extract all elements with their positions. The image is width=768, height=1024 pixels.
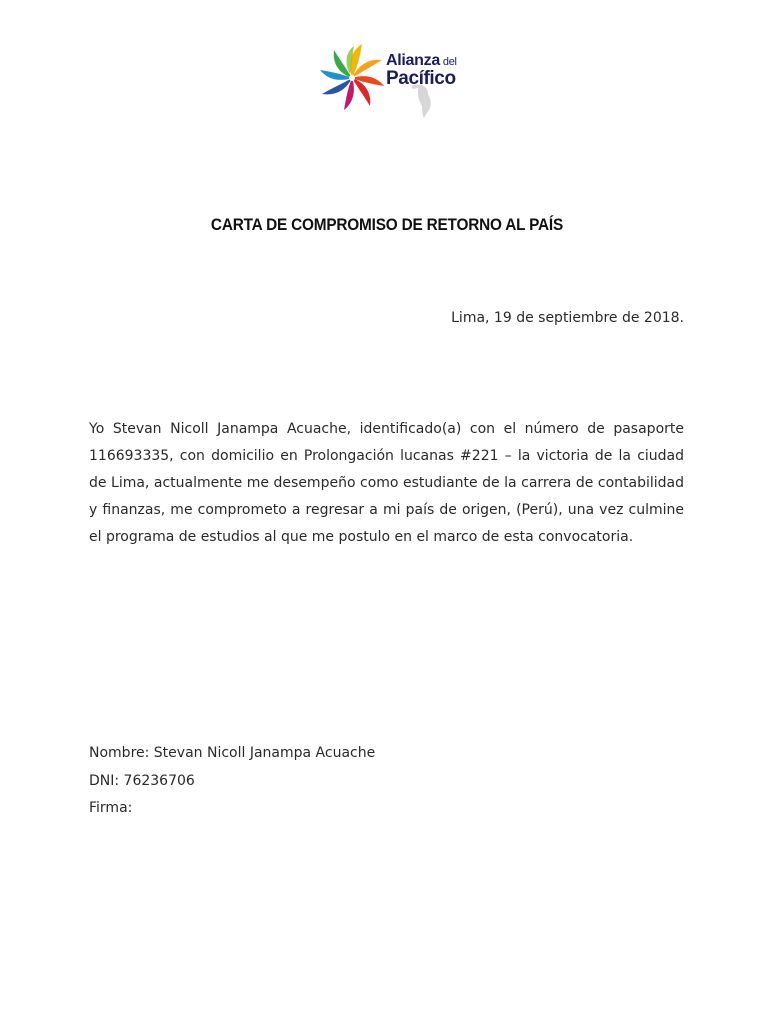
signature-block xyxy=(89,740,375,823)
dni-line: DNI: 76236706 xyxy=(89,772,195,789)
svg-text:Alianzadel xyxy=(386,52,457,69)
logo-line1-suffix: del xyxy=(442,56,457,68)
alianza-del-pacifico-logo xyxy=(316,40,462,122)
name-line: Nombre: Stevan Nicoll Janampa Acuache xyxy=(89,745,376,761)
date-line: Lima, 19 de septiembre de 2018. xyxy=(451,310,684,326)
logo-line1: Alianza xyxy=(386,52,440,69)
commitment-paragraph: Yo Stevan Nicoll Janampa Acuache, identificado(a) con el número de pasaporte 116693335, con domicilio en Prolongación lucanas #221 – la victoria de la ciudad de Lima, actualmente me desempeño como estudiante de la carrera de contabilidad y finanzas, me comprometo a regresar a mi país de origen, (Perú), una vez culmine el programa de estudios al que me postulo en el marco de esta convocatoria. xyxy=(89,421,684,545)
logo-line2: Pacífico xyxy=(386,68,456,89)
document-title: CARTA DE COMPROMISO DE RETORNO AL PAÍS xyxy=(210,216,564,234)
signature-label: Firma: xyxy=(89,800,133,816)
